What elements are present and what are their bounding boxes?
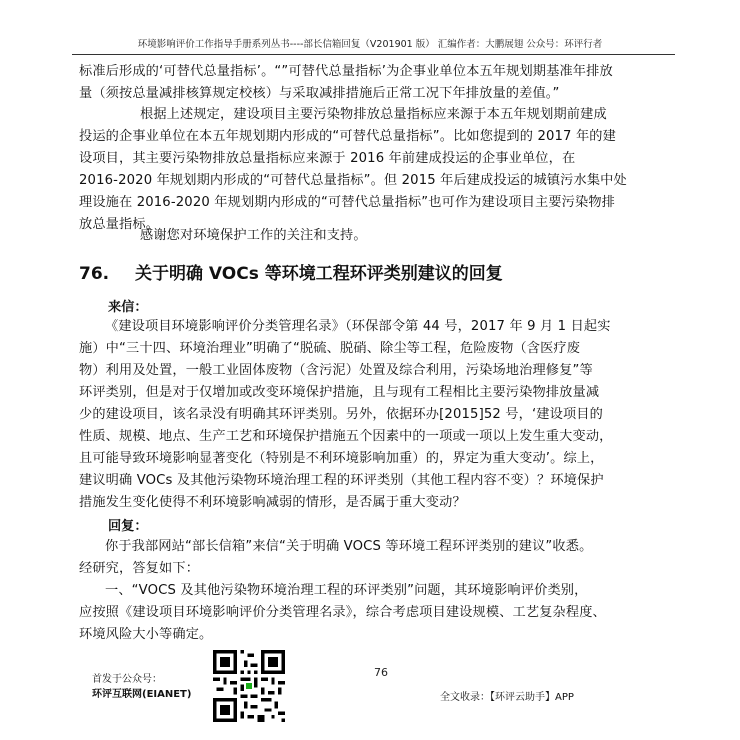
- text-line: 且可能导致环境影响显著变化（特别是不利环境影响加重）的，界定为重大变动’。综上，: [79, 451, 604, 466]
- letter-body: [79, 316, 669, 514]
- qr-code-icon: [213, 650, 285, 722]
- reply-body: [79, 536, 669, 646]
- text-line: 一、“VOCS 及其他污染物环境治理工程的环评类别”问题，其环境影响评价类别，: [105, 583, 588, 598]
- first-published-label: 首发于公众号：: [92, 674, 162, 685]
- text-line: 环境风险大小等确定。: [79, 627, 213, 642]
- section-heading: [79, 259, 503, 284]
- text-line: 少的建设项目，该名录没有明确其环评类别。另外，依据环办[2015]52 号，‘建设项目的: [79, 407, 603, 422]
- reply-label: 回复：: [108, 519, 148, 534]
- intro-paragraph-1: [79, 61, 669, 105]
- text-line: 感谢您对环境保护工作的关注和支持。: [140, 228, 367, 243]
- text-line: 《建设项目环境影响评价分类管理名录》（环保部令第 44 号，2017 年 9 月 1 日起实: [105, 319, 611, 334]
- text-line: 物）利用及处置，一般工业固体废物（含污泥）处置及综合利用，污染场地治理修复”等: [79, 363, 593, 378]
- text-line: 性质、规模、地点、生产工艺和环境保护措施五个因素中的一项或一项以上发生重大变动，: [79, 429, 613, 444]
- section-number: 76.: [79, 264, 110, 284]
- text-line: 量（须按总量减排核算规定校核）与采取减排措施后正常工况下年排放量的差值。”: [79, 86, 560, 101]
- footer-left: [92, 672, 191, 702]
- section-title: 关于明确 VOCs 等环境工程环评类别建议的回复: [135, 264, 503, 284]
- header-rule: [72, 54, 675, 55]
- text-line: 根据上述规定，建设项目主要污染物排放总量指标应来源于本五年规划期前建成: [140, 107, 607, 122]
- text-line: 措施发生变化使得不利环境影响减弱的情形，是否属于重大变动？: [79, 495, 466, 510]
- footer-right: 全文收录：【环评云助手】APP: [440, 692, 574, 703]
- intro-paragraph-2: [79, 104, 669, 236]
- page-header: 环境影响评价工作指导手册系列丛书----部长信箱回复（V201901 版） 汇编作者：大鹏展翅 公众号：环评行者: [137, 39, 603, 50]
- text-line: 2016-2020 年规划期内形成的“可替代总量指标”。但 2015 年后建成投运的城镇污水集中处: [79, 173, 627, 188]
- letter-label: 来信：: [108, 300, 148, 315]
- page-number: 76: [374, 666, 388, 679]
- closing-remark: [140, 225, 730, 247]
- text-line: 理设施在 2016-2020 年规划期内形成的“可替代总量指标”也可作为建设项目主要污染物排: [79, 195, 616, 210]
- text-line: 建议明确 VOCs 及其他污染物环境治理工程的环评类别（其他工程内容不变）？环境保护: [79, 473, 604, 488]
- text-line: 应按照《建设项目环境影响评价分类管理名录》，综合考虑项目建设规模、工艺复杂程度、: [79, 605, 606, 620]
- text-line: 环评类别，但是对于仅增加或改变环境保护措施，且与现有工程相比主要污染物排放量减: [79, 385, 600, 400]
- text-line: 经研究，答复如下：: [79, 561, 200, 576]
- text-line: 标准后形成的‘可替代总量指标’。“”可替代总量指标’为企事业单位本五年规划期基准年排放: [79, 64, 613, 79]
- text-line: 投运的企事业单位在本五年规划期内形成的“可替代总量指标”。比如您提到的 2017 年的建: [79, 129, 616, 144]
- text-line: 施）中“三十四、环境治理业”明确了“脱硫、脱硝、除尘等工程，危险废物（含医疗废: [79, 341, 581, 356]
- account-name: 环评互联网(EIANET): [92, 689, 192, 700]
- text-line: 你于我部网站“部长信箱”来信“关于明确 VOCS 等环境工程环评类别的建议”收悉。: [105, 539, 593, 554]
- text-line: 设项目，其主要污染物排放总量指标应来源于 2016 年前建成投运的企事业单位，在: [79, 151, 576, 166]
- text-line: 放总量指标。: [79, 217, 160, 232]
